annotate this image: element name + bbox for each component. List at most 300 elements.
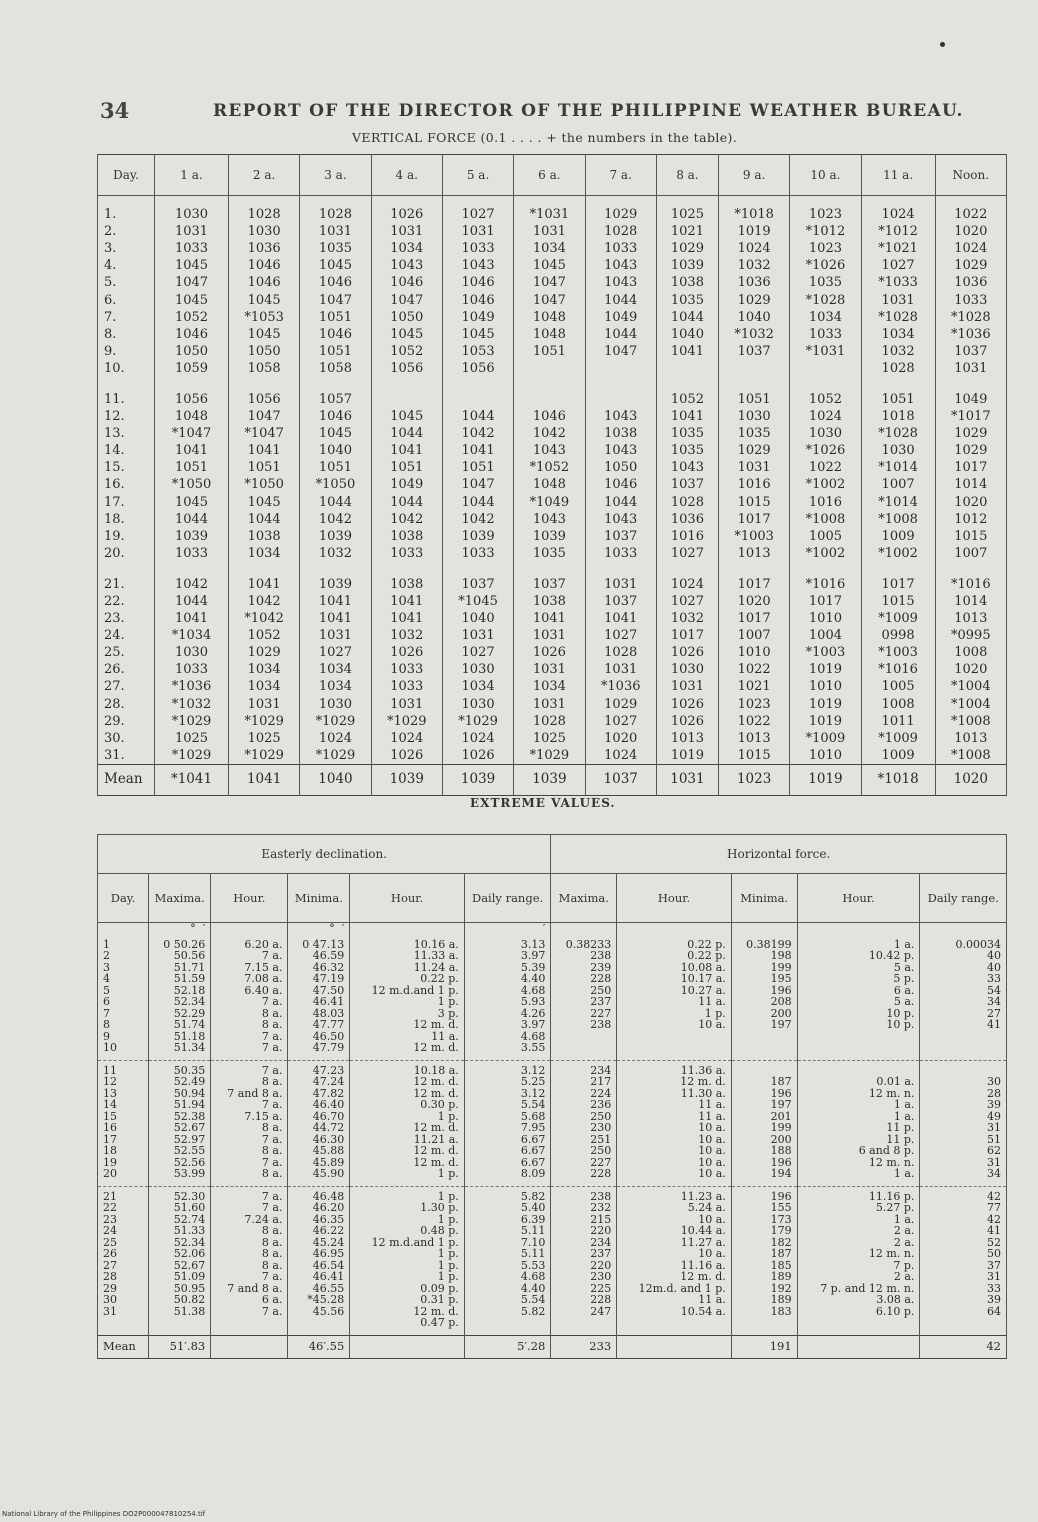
value-cell: 1043 — [585, 257, 656, 274]
value-cell: *1004 — [935, 696, 1006, 713]
value-cell: 1023 — [790, 240, 861, 257]
value-cell: 1056 — [155, 391, 229, 408]
unit-cell — [617, 923, 732, 935]
table-row — [98, 360, 1007, 377]
value-cell: 1031 — [371, 696, 442, 713]
value-cell: 1026 — [656, 644, 718, 661]
value-cell: 1021 — [718, 678, 789, 695]
value-cell: *1028 — [861, 309, 935, 326]
value-cell: 1046 — [371, 274, 442, 291]
value-cell: 1026 — [514, 644, 585, 661]
value-cell: 1015 — [718, 494, 789, 511]
gap-cell — [790, 377, 861, 391]
day-cell: 26. — [98, 661, 155, 678]
gap-cell — [155, 377, 229, 391]
mean-value: 46′.55 — [288, 1335, 350, 1358]
value-cell: 1040 — [718, 309, 789, 326]
gap-cell — [155, 562, 229, 576]
table-row — [98, 391, 1007, 408]
day-cell: 31. — [98, 747, 155, 765]
value-cell: 0998 — [861, 627, 935, 644]
value-cell: 7 a. 8 a. 7 and 8 a. 7 a. 7.15 a. 8 a. 7 a. 8 a. 7 a. 8 a. — [211, 1060, 288, 1186]
value-cell: 1029 — [718, 442, 789, 459]
value-cell: 1034 — [371, 240, 442, 257]
value-cell: 1047 — [585, 343, 656, 360]
column-header: Day. — [98, 155, 155, 196]
mean-value: 1031 — [656, 764, 718, 795]
column-header: 2 a. — [228, 155, 299, 196]
table-row-block — [98, 935, 1007, 1061]
mean-value — [350, 1335, 465, 1358]
value-cell: 1029 — [935, 425, 1006, 442]
value-cell: *1008 — [790, 511, 861, 528]
value-cell: 1013 — [718, 545, 789, 562]
value-cell: 1043 — [514, 442, 585, 459]
value-cell: 1037 — [656, 476, 718, 493]
value-cell: 1042 — [300, 511, 371, 528]
column-header: 4 a. — [371, 155, 442, 196]
column-header: 3 a. — [300, 155, 371, 196]
mean-label: Mean — [98, 764, 155, 795]
value-cell: 1045 — [155, 257, 229, 274]
day-cell: 6. — [98, 291, 155, 308]
value-cell: *1029 — [155, 747, 229, 765]
table-row — [98, 593, 1007, 610]
value-cell: 1027 — [300, 644, 371, 661]
value-cell: *1008 — [861, 511, 935, 528]
value-cell: 1040 — [442, 610, 513, 627]
column-header: Daily range. — [920, 874, 1007, 923]
day-cell: 13. — [98, 425, 155, 442]
value-cell: 1046 — [155, 326, 229, 343]
value-cell: 1041 — [228, 442, 299, 459]
value-cell: 1045 — [300, 425, 371, 442]
value-cell: 1010 — [718, 644, 789, 661]
value-cell: 1058 — [300, 360, 371, 377]
value-cell: 1046 — [442, 274, 513, 291]
value-cell: 1027 — [656, 545, 718, 562]
value-cell: 1046 — [300, 274, 371, 291]
value-cell: 1041 — [585, 610, 656, 627]
value-cell: 1040 — [656, 326, 718, 343]
value-cell: 1033 — [155, 545, 229, 562]
value-cell: 1034 — [442, 678, 513, 695]
value-cell: 3.13 3.97 5.39 4.40 4.68 5.93 4.26 3.97 4.68 3.55 — [464, 935, 551, 1061]
value-cell: 1004 — [790, 627, 861, 644]
value-cell: 1021 — [656, 223, 718, 240]
value-cell: 1028 — [514, 713, 585, 730]
value-cell: *1029 — [228, 747, 299, 765]
value-cell: 1022 — [790, 459, 861, 476]
value-cell — [585, 360, 656, 377]
value-cell: *1029 — [155, 713, 229, 730]
day-cell: 24. — [98, 627, 155, 644]
value-cell: 1033 — [585, 545, 656, 562]
gap-cell — [98, 562, 155, 576]
value-cell: 1016 — [718, 476, 789, 493]
value-cell: *1047 — [155, 425, 229, 442]
value-cell: 1038 — [585, 425, 656, 442]
value-cell: 1049 — [371, 476, 442, 493]
value-cell — [656, 360, 718, 377]
mean-value: 1040 — [300, 764, 371, 795]
value-cell: *0995 — [935, 627, 1006, 644]
value-cell: 1029 — [656, 240, 718, 257]
value-cell: 1038 — [371, 528, 442, 545]
value-cell: *1018 — [718, 196, 789, 224]
mean-value — [617, 1335, 732, 1358]
value-cell: 1051 — [514, 343, 585, 360]
day-cell: 9. — [98, 343, 155, 360]
column-header: 6 a. — [514, 155, 585, 196]
value-cell: 1045 — [228, 494, 299, 511]
value-cell: 1045 — [371, 326, 442, 343]
value-cell: 5.82 5.40 6.39 5.11 7.10 5.11 5.53 4.68 4.40 5.54 5.82 — [464, 1186, 551, 1335]
gap-cell — [371, 377, 442, 391]
value-cell: 1031 — [300, 627, 371, 644]
value-cell: 1038 — [656, 274, 718, 291]
table-row-block — [98, 1186, 1007, 1335]
value-cell: 1027 — [656, 593, 718, 610]
mean-value: *1041 — [155, 764, 229, 795]
value-cell: *1003 — [718, 528, 789, 545]
value-cell: 1020 — [935, 494, 1006, 511]
value-cell: 1028 — [585, 644, 656, 661]
ink-speck — [940, 42, 945, 47]
value-cell: 1019 — [790, 696, 861, 713]
value-cell: 1041 — [371, 442, 442, 459]
value-cell: 1017 — [790, 593, 861, 610]
value-cell: *1049 — [514, 494, 585, 511]
value-cell: 1041 — [228, 576, 299, 593]
value-cell: 1041 — [656, 343, 718, 360]
value-cell: 1009 — [861, 528, 935, 545]
value-cell: 1005 — [790, 528, 861, 545]
value-cell: 1033 — [935, 291, 1006, 308]
column-header: 8 a. — [656, 155, 718, 196]
value-cell: 1022 — [718, 713, 789, 730]
value-cell: *1012 — [790, 223, 861, 240]
value-cell: 1046 — [300, 326, 371, 343]
vertical-force-caption: VERTICAL FORCE (0.1 . . . . + the numbers in the table). — [352, 130, 738, 145]
value-cell: 1031 — [585, 576, 656, 593]
value-cell: 1030 — [656, 661, 718, 678]
value-cell: 1014 — [935, 593, 1006, 610]
table-row — [98, 528, 1007, 545]
value-cell: 1043 — [371, 257, 442, 274]
value-cell — [514, 360, 585, 377]
value-cell: 1043 — [585, 408, 656, 425]
value-cell: 1027 — [861, 257, 935, 274]
value-cell: 1033 — [155, 661, 229, 678]
value-cell: 1017 — [718, 576, 789, 593]
day-cell: 27. — [98, 678, 155, 695]
day-cell: 29. — [98, 713, 155, 730]
easterly-declination-header: Easterly declination. — [98, 835, 551, 874]
value-cell: *1029 — [300, 713, 371, 730]
running-title: REPORT OF THE DIRECTOR OF THE PHILIPPINE WEATHER BUREAU. — [213, 101, 964, 121]
value-cell: 1039 — [514, 528, 585, 545]
value-cell: 1051 — [300, 343, 371, 360]
value-cell: 1013 — [935, 730, 1006, 747]
value-cell: 1041 — [442, 442, 513, 459]
unit-cell — [797, 923, 920, 935]
value-cell: 1051 — [300, 459, 371, 476]
value-cell: 1017 — [718, 610, 789, 627]
value-cell: 1043 — [585, 511, 656, 528]
mean-value — [797, 1335, 920, 1358]
day-cell: 23. — [98, 610, 155, 627]
value-cell: *1053 — [228, 309, 299, 326]
value-cell: 1019 — [656, 747, 718, 765]
value-cell: 1051 — [155, 459, 229, 476]
value-cell: 1050 — [228, 343, 299, 360]
table-row — [98, 661, 1007, 678]
value-cell: 1032 — [300, 545, 371, 562]
column-header: 10 a. — [790, 155, 861, 196]
mean-value: 5′.28 — [464, 1335, 551, 1358]
table-row — [98, 696, 1007, 713]
value-cell: 1020 — [718, 593, 789, 610]
gap-cell — [228, 562, 299, 576]
value-cell: 1044 — [371, 425, 442, 442]
value-cell: 1035 — [656, 442, 718, 459]
table-row — [98, 713, 1007, 730]
value-cell: 1050 — [585, 459, 656, 476]
column-header: Hour. — [797, 874, 920, 923]
table-row — [98, 274, 1007, 291]
value-cell: *1017 — [935, 408, 1006, 425]
value-cell: 1026 — [656, 713, 718, 730]
value-cell: 1043 — [585, 274, 656, 291]
value-cell: *1050 — [300, 476, 371, 493]
mean-value: 1037 — [585, 764, 656, 795]
unit-cell — [211, 923, 288, 935]
gap-cell — [300, 377, 371, 391]
table-row — [98, 494, 1007, 511]
table-row — [98, 442, 1007, 459]
value-cell: 1044 — [585, 326, 656, 343]
value-cell: 1044 — [228, 511, 299, 528]
table-row — [98, 408, 1007, 425]
value-cell: 1039 — [155, 528, 229, 545]
table-row — [98, 511, 1007, 528]
value-cell: 1026 — [371, 747, 442, 765]
extreme-values-table — [97, 834, 1007, 1359]
value-cell: 1029 — [935, 257, 1006, 274]
day-cell: 1. — [98, 196, 155, 224]
value-cell: *1029 — [514, 747, 585, 765]
value-cell: 1025 — [155, 730, 229, 747]
value-cell: 1034 — [861, 326, 935, 343]
value-cell: 1019 — [718, 223, 789, 240]
value-cell: 1035 — [300, 240, 371, 257]
value-cell: 1032 — [861, 343, 935, 360]
day-cell: 10. — [98, 360, 155, 377]
value-cell: *1008 — [935, 713, 1006, 730]
value-cell: 1030 — [228, 223, 299, 240]
value-cell: 47.23 47.24 47.82 46.40 46.70 44.72 46.30 45.88 45.89 45.90 — [288, 1060, 350, 1186]
column-header: Minima. — [731, 874, 797, 923]
value-cell: 1027 — [585, 627, 656, 644]
value-cell: 1024 — [442, 730, 513, 747]
value-cell: 1051 — [861, 391, 935, 408]
value-cell: 1046 — [228, 257, 299, 274]
value-cell: 1031 — [718, 459, 789, 476]
column-header: Hour. — [211, 874, 288, 923]
value-cell: 1037 — [718, 343, 789, 360]
day-cell: 21. — [98, 576, 155, 593]
column-header: Daily range. — [464, 874, 551, 923]
table-row — [98, 576, 1007, 593]
value-cell: 1029 — [585, 196, 656, 224]
value-cell: 1028 — [861, 360, 935, 377]
value-cell: 1024 — [861, 196, 935, 224]
gap-cell — [656, 377, 718, 391]
day-cell: 14. — [98, 442, 155, 459]
mean-value: 1039 — [442, 764, 513, 795]
value-cell: 1044 — [656, 309, 718, 326]
value-cell: 1056 — [442, 360, 513, 377]
value-cell: 1039 — [300, 528, 371, 545]
value-cell: 1042 — [442, 511, 513, 528]
value-cell: 1053 — [442, 343, 513, 360]
value-cell: *1004 — [935, 678, 1006, 695]
value-cell: *1002 — [790, 545, 861, 562]
value-cell: 1011 — [861, 713, 935, 730]
value-cell: 50.35 52.49 50.94 51.94 52.38 52.67 52.97 52.55 52.56 53.99 — [149, 1060, 211, 1186]
value-cell: 1033 — [442, 545, 513, 562]
value-cell: 1043 — [656, 459, 718, 476]
mean-value — [211, 1335, 288, 1358]
value-cell: *1029 — [371, 713, 442, 730]
value-cell: 1035 — [514, 545, 585, 562]
value-cell: 1007 — [935, 545, 1006, 562]
value-cell: 1016 — [656, 528, 718, 545]
gap-cell — [98, 377, 155, 391]
value-cell: 1009 — [861, 747, 935, 765]
value-cell: 1040 — [300, 442, 371, 459]
value-cell: 1017 — [861, 576, 935, 593]
value-cell: *1031 — [790, 343, 861, 360]
value-cell: 1056 — [371, 360, 442, 377]
value-cell: 1037 — [935, 343, 1006, 360]
day-cell: 30. — [98, 730, 155, 747]
value-cell — [371, 391, 442, 408]
table-row — [98, 240, 1007, 257]
value-cell: 1013 — [935, 610, 1006, 627]
unit-cell — [98, 923, 149, 935]
mean-value: 1020 — [935, 764, 1006, 795]
value-cell: 1007 — [718, 627, 789, 644]
value-cell: 1029 — [228, 644, 299, 661]
value-cell: 1045 — [155, 291, 229, 308]
value-cell: *1016 — [790, 576, 861, 593]
mean-value: 1023 — [718, 764, 789, 795]
value-cell: 1052 — [656, 391, 718, 408]
table-row — [98, 425, 1007, 442]
unit-cell: ° ′ — [149, 923, 211, 935]
value-cell: 1020 — [935, 223, 1006, 240]
gap-cell — [228, 377, 299, 391]
value-cell: 42 77 42 41 52 50 37 31 33 39 64 — [920, 1186, 1007, 1335]
table-row — [98, 610, 1007, 627]
value-cell: 1036 — [656, 511, 718, 528]
value-cell: 1030 — [790, 425, 861, 442]
table-row — [98, 291, 1007, 308]
mean-label: Mean — [98, 1335, 149, 1358]
value-cell: 1045 — [155, 494, 229, 511]
value-cell: 1038 — [371, 576, 442, 593]
column-header: 5 a. — [442, 155, 513, 196]
value-cell: 0.38199 198 199 195 196 208 200 197 — [731, 935, 797, 1061]
value-cell: 1031 — [228, 696, 299, 713]
value-cell: 1019 — [790, 661, 861, 678]
gap-cell — [514, 562, 585, 576]
column-header: Noon. — [935, 155, 1006, 196]
value-cell: 1048 — [514, 309, 585, 326]
value-cell: *1028 — [861, 425, 935, 442]
scan-footer: National Library of the Philippines DO2P000047810254.tif — [2, 1510, 206, 1518]
gap-cell — [718, 377, 789, 391]
value-cell: 1038 — [514, 593, 585, 610]
table-row — [98, 476, 1007, 493]
extreme-values-caption: EXTREME VALUES. — [470, 796, 616, 810]
value-cell: 1056 — [228, 391, 299, 408]
day-cell: 25. — [98, 644, 155, 661]
table-row — [98, 309, 1007, 326]
value-cell: 1015 — [861, 593, 935, 610]
unit-cell — [350, 923, 465, 935]
value-cell: 1041 — [371, 610, 442, 627]
gap-cell — [442, 377, 513, 391]
value-cell: 1045 — [228, 291, 299, 308]
value-cell: 1036 — [935, 274, 1006, 291]
day-cell: 28. — [98, 696, 155, 713]
value-cell: *1036 — [585, 678, 656, 695]
day-cell: 5. — [98, 274, 155, 291]
table-row — [98, 326, 1007, 343]
value-cell: 1030 — [155, 196, 229, 224]
value-cell: 1010 — [790, 747, 861, 765]
value-cell: *1045 — [442, 593, 513, 610]
value-cell: *1036 — [155, 678, 229, 695]
value-cell: 0.01 a. 12 m. n. 1 a. 1 a. 11 p. 11 p. 6 and 8 p. 12 m. n. 1 a. — [797, 1060, 920, 1186]
value-cell: 1036 — [718, 274, 789, 291]
unit-cell — [920, 923, 1007, 935]
value-cell: 1048 — [514, 326, 585, 343]
mean-value: 233 — [551, 1335, 617, 1358]
value-cell: 1034 — [228, 545, 299, 562]
value-cell: 1041 — [155, 610, 229, 627]
value-cell: 1024 — [585, 747, 656, 765]
value-cell — [585, 391, 656, 408]
value-cell: 1031 — [585, 661, 656, 678]
value-cell: 1057 — [300, 391, 371, 408]
value-cell: *1003 — [790, 644, 861, 661]
day-cell: 2. — [98, 223, 155, 240]
value-cell: *1009 — [861, 730, 935, 747]
value-cell: 1034 — [514, 240, 585, 257]
value-cell: *1008 — [935, 747, 1006, 765]
value-cell: 1033 — [371, 545, 442, 562]
value-cell: 30 28 39 49 31 51 62 31 34 — [920, 1060, 1007, 1186]
value-cell: 1037 — [514, 576, 585, 593]
value-cell: 1049 — [935, 391, 1006, 408]
table-row — [98, 343, 1007, 360]
horizontal-force-header: Horizontal force. — [551, 835, 1007, 874]
value-cell: 1051 — [300, 309, 371, 326]
